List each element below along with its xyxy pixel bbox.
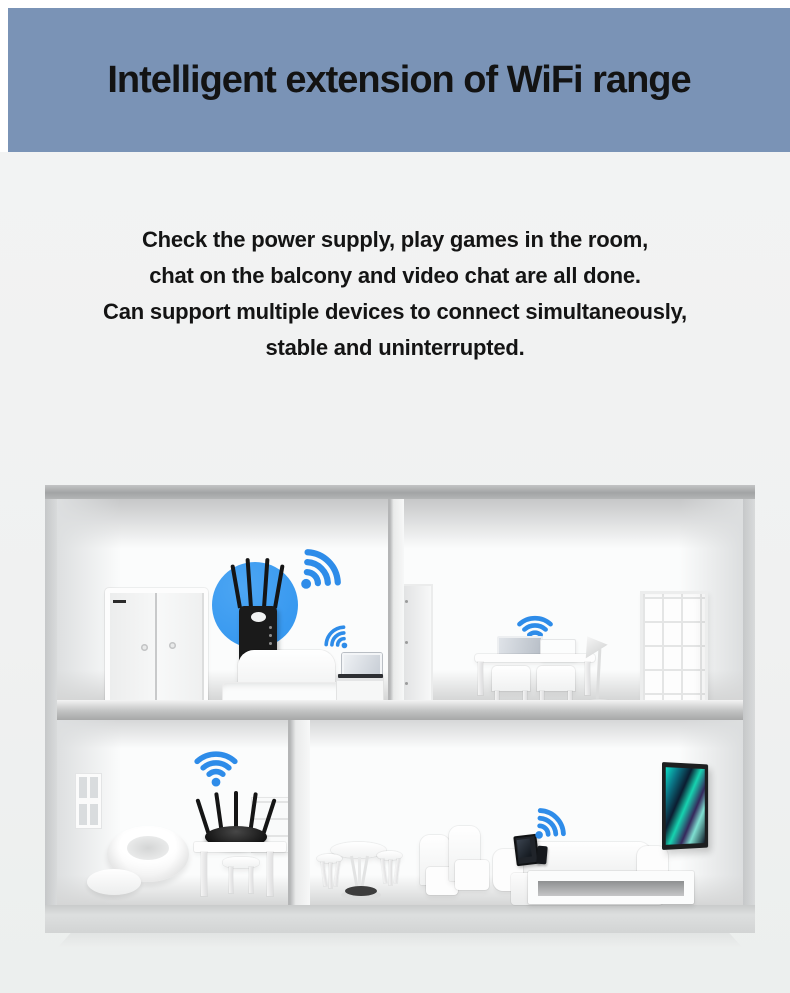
door-hinge (405, 682, 408, 685)
outer-wall-right (743, 499, 755, 905)
chair (537, 666, 575, 691)
upper-divider-wall (388, 499, 404, 700)
wardrobe-handle (169, 642, 176, 649)
chair (492, 666, 530, 691)
armchair-seat (455, 860, 489, 890)
wardrobe (105, 588, 208, 700)
chair-leg (568, 691, 572, 700)
stool-leg (249, 867, 253, 893)
foundation-band (45, 905, 755, 933)
lower-divider-wall (288, 720, 310, 905)
chair-leg (495, 691, 499, 700)
chair-leg (523, 691, 527, 700)
cube-shelf (640, 591, 708, 700)
tv-stand-shelf (538, 881, 684, 896)
tv-stand (528, 871, 694, 904)
bedside-table (337, 675, 383, 700)
wardrobe-latch (113, 600, 126, 603)
stool-leg (329, 863, 332, 888)
ceiling-shading (57, 720, 743, 750)
description-line: Can support multiple devices to connect simultaneously, (103, 299, 687, 324)
chair-leg (540, 691, 544, 700)
banner (8, 8, 790, 152)
door (402, 584, 433, 700)
repeater-led (269, 626, 272, 629)
content-area (0, 152, 790, 993)
middle-floor-slab (57, 700, 743, 720)
laptop-base (338, 674, 383, 678)
description-line: Check the power supply, play games in the room, (141, 227, 649, 252)
stool-leg (389, 860, 392, 885)
wardrobe-handle (141, 644, 148, 651)
tablet-screen (517, 839, 532, 858)
wifi-signal-icon (193, 743, 239, 789)
repeater-logo (251, 612, 266, 622)
repeater-antenna (246, 558, 253, 608)
desk-leg (478, 662, 483, 695)
door-hinge (405, 600, 408, 603)
bed-base (223, 683, 340, 700)
stool-leg (229, 867, 233, 893)
repeater-antenna (262, 558, 269, 608)
table-leg (201, 852, 207, 896)
bean-bag-dimple (127, 836, 169, 860)
desk (475, 654, 595, 662)
table-base (345, 886, 377, 896)
repeater-led (269, 642, 272, 645)
roof-band (45, 485, 755, 499)
description-line: chat on the balcony and video chat are all done. (149, 263, 641, 288)
window (76, 774, 101, 828)
wall-tv (662, 762, 708, 850)
door-hinge (405, 641, 408, 644)
den-table (194, 842, 286, 852)
tv-screen (666, 767, 705, 845)
wardrobe-door-right (157, 593, 204, 700)
description (0, 222, 790, 366)
outer-wall-left (45, 499, 57, 905)
house-illustration (45, 485, 755, 933)
description-line: stable and uninterrupted. (265, 335, 525, 360)
repeater-led (269, 634, 272, 637)
wardrobe-door-left (110, 593, 157, 700)
ground-shadow (57, 933, 743, 948)
table-leg (267, 852, 273, 896)
router-antenna (195, 798, 211, 835)
page-title: Intelligent extension of WiFi range (107, 58, 691, 101)
ottoman (87, 869, 141, 895)
desk-leg (585, 662, 590, 695)
